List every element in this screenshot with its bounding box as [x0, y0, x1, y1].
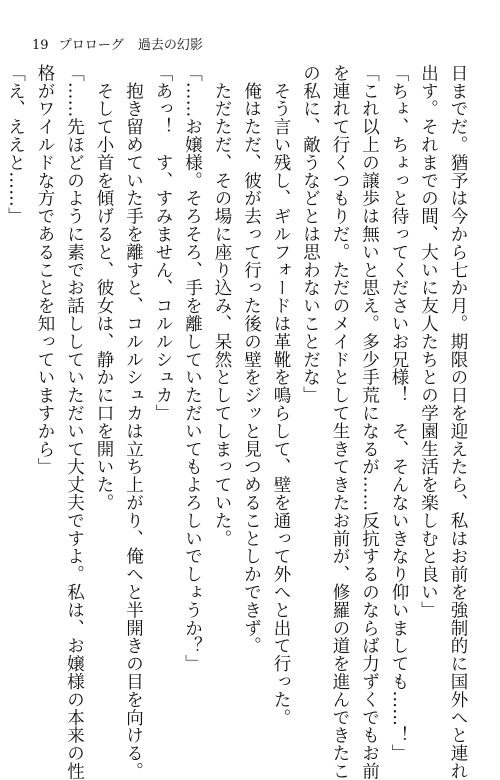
- page-number: 19: [32, 38, 49, 53]
- text-line: ただただ、その場に座り込み、呆然としてしまっていた。: [212, 64, 232, 548]
- text-line: 抱き留めていた手を離すと、コルルシュカは立ち上がり、俺へと半開きの目を向ける。: [123, 64, 144, 780]
- text-line: 「あっ！ す、すみません、コルルシュカ」: [153, 64, 173, 422]
- text-line: そして小首を傾げると、彼女は、静かに口を開いた。: [94, 64, 114, 512]
- text-line: 日までだ。猶予は今から七か月。期限の日を迎えたら、私はお前を強制的に国外へと連れ: [448, 64, 468, 780]
- text-line: 出す。それまでの間、大いに友人たちとの学園生活を楽しむと良い」: [418, 64, 439, 619]
- text-line: そう言い残し、ギルフォードは革靴を鳴らして、壁を通って外へと出て行った。: [271, 64, 291, 727]
- text-line: を連れて行くつもりだ。ただのメイドとして生きてきたお前が、修羅の道を進んできたこ: [330, 64, 350, 780]
- chapter-subtitle: 過去の幻影: [137, 38, 203, 53]
- text-line: 「ちょ、ちょっと待ってくださいお兄様！ そ、そんないきなり仰いましても……！」: [389, 64, 409, 763]
- text-line: 俺はただ、彼が去って行った後の壁をジッと見つめることしかできず。: [241, 64, 262, 655]
- chapter-title: プロローグ: [58, 38, 124, 53]
- text-line: 「これ以上の譲歩は無いと思え。多少手荒になるが……反抗するのならば力ずくでもお前: [359, 64, 380, 780]
- text-line: の私に、敵うなどとは思わないことだな」: [300, 64, 321, 405]
- text-line: 「……先ほどのように素でお話ししていただいて大丈夫ですよ。私は、お嬢様の本来の性: [64, 64, 85, 780]
- text-line: 「え、ええと……」: [5, 64, 26, 226]
- vertical-text-body: [5, 64, 472, 780]
- text-line: 「……お嬢様。そろそろ、手を離していただいてもよろしいでしょうか？」: [182, 64, 203, 673]
- page-header: [32, 38, 203, 54]
- text-line: 格がワイルドな方であることを知っていますから」: [35, 64, 55, 476]
